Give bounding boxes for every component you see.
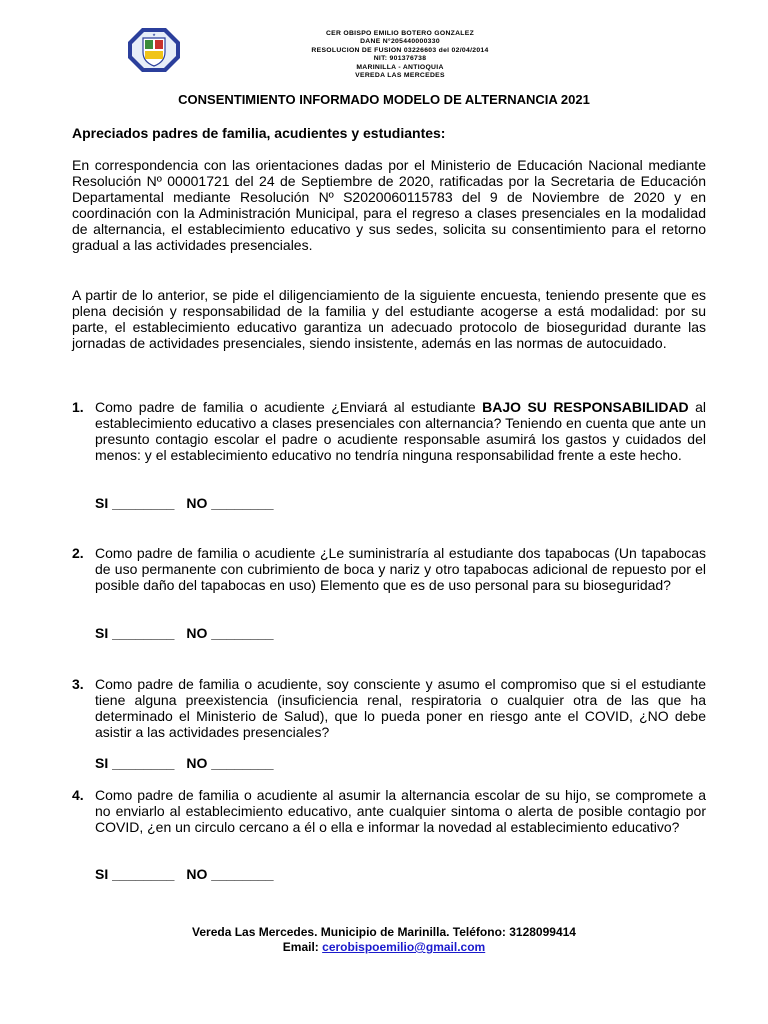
footer <box>0 925 768 955</box>
no-blank[interactable]: NO ________ <box>186 495 274 511</box>
survey-paragraph: A partir de lo anterior, se pide el diligenciamiento de la siguiente encuesta, teniendo presente que es plena decisión y responsabilidad de la familia y del estudiante acogerse a está modalidad: por su parte, el establecimiento educativo garantiza un adecuado protocolo de bioseguridad durante las jornadas de actividades presenciales, siendo insistente, además en las normas de autocuidado. <box>72 287 706 351</box>
question-emphasis: BAJO SU RESPONSABILIDAD <box>482 399 689 415</box>
no-blank[interactable]: NO ________ <box>186 755 274 771</box>
institution-header <box>290 30 510 80</box>
answer-line-4 <box>95 866 274 882</box>
si-blank[interactable]: SI ________ <box>95 755 175 771</box>
question-number: 4. <box>72 787 84 803</box>
question-number: 3. <box>72 676 84 692</box>
header-line: RESOLUCION DE FUSION 03226603 del 02/04/2014 <box>311 46 489 54</box>
question-number: 1. <box>72 399 84 415</box>
header-line: MARINILLA - ANTIOQUIA <box>356 63 444 71</box>
answer-line-1 <box>95 495 274 511</box>
greeting: Apreciados padres de familia, acudientes y estudiantes: <box>72 125 446 141</box>
si-blank[interactable]: SI ________ <box>95 625 175 641</box>
school-shield-logo-icon <box>126 26 182 74</box>
footer-email-line <box>0 940 768 955</box>
si-blank[interactable]: SI ________ <box>95 866 175 882</box>
question-text: Como padre de familia o acudiente ¿Le suministraría al estudiante dos tapabocas (Un tapabocas de uso permanente con cubrimiento de boca y nariz y otro tapabocas adicional de repuesto por el posible daño del tapabocas en uso) Elemento que es de uso personal para su bioseguridad? <box>95 545 706 593</box>
email-label: Email: <box>282 940 323 954</box>
header-line: VEREDA LAS MERCEDES <box>355 72 445 80</box>
question-number: 2. <box>72 545 84 561</box>
answer-line-2 <box>95 625 274 641</box>
answer-line-3 <box>95 755 274 771</box>
email-link[interactable]: cerobispoemilio@gmail.com <box>322 940 486 954</box>
question-text-part: Como padre de familia o acudiente ¿Enviará al estudiante <box>95 399 483 415</box>
question-text <box>95 399 706 463</box>
intro-paragraph: En correspondencia con las orientaciones dadas por el Ministerio de Educación Nacional mediante Resolución Nº 00001721 del 24 de Septiembre de 2020, ratificadas por la Secretaria de Educación Departamental mediante Resolución Nº S2020060115783 del 9 de Noviembre de 2020 y en coordinación con la Administración Municipal, para el regreso a clases presenciales en la modalidad de alternancia, el establecimiento educativo y sus sedes, solicita su consentimiento para el retorno gradual a las actividades presenciales. <box>72 157 706 253</box>
school-logo <box>126 26 182 74</box>
document-title: CONSENTIMIENTO INFORMADO MODELO DE ALTERNANCIA 2021 <box>178 92 590 107</box>
header-line: NIT: 901376738 <box>373 55 427 63</box>
question-text-part: al establecimiento educativo a clases presenciales con alternancia? Teniendo en cuenta que ante un presunto contagio escolar el padre o acudiente responsable asumirá los gastos y cuidados del menos: y el establecimiento educativo no tendría ninguna responsabilidad frente a este hecho. <box>95 399 707 463</box>
no-blank[interactable]: NO ________ <box>186 866 274 882</box>
svg-text:★: ★ <box>152 32 156 37</box>
header-line: DANE N°205440000330 <box>360 38 440 46</box>
footer-address: Vereda Las Mercedes. Municipio de Marinilla. Teléfono: 3128099414 <box>192 925 576 939</box>
header-line: CER OBISPO EMILIO BOTERO GONZALEZ <box>325 30 475 37</box>
question-text: Como padre de familia o acudiente al asumir la alternancia escolar de su hijo, se compromete a no enviarlo al establecimiento educativo, ante cualquier sintoma o alerta de posible contagio por COVID, ¿en un circulo cercano a él o ella e informar la novedad al establecimiento educativo? <box>95 787 706 835</box>
question-text: Como padre de familia o acudiente, soy consciente y asumo el compromiso que si el estudiante tiene alguna preexistencia (insuficiencia renal, respiratoria o cualquier otra de las que ha determinado el Ministerio de Salud), que lo pueda poner en riesgo ante el COVID, ¿NO debe asistir a las actividades presenciales? <box>95 676 706 740</box>
no-blank[interactable]: NO ________ <box>186 625 274 641</box>
si-blank[interactable]: SI ________ <box>95 495 175 511</box>
